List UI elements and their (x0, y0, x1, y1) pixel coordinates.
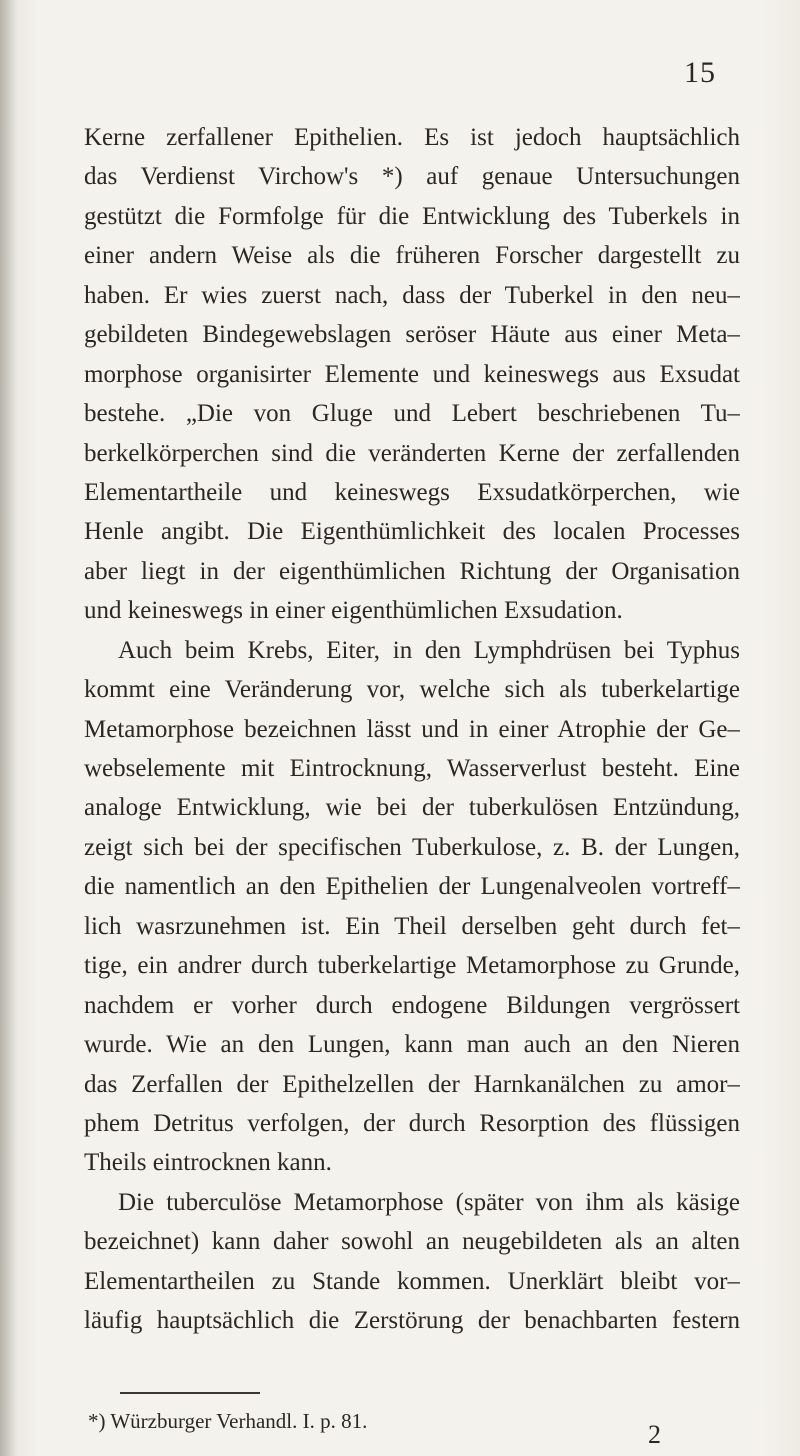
text-line: Elementartheilen zu Stande kommen. Unerklärt bleibt vor– (84, 1267, 740, 1295)
text-line: Kerne zerfallener Epithelien. Es ist jedoch hauptsächlich (84, 124, 740, 151)
text-line: zeigt sich bei der specifischen Tuberkulose, z. B. der Lungen, (84, 833, 740, 861)
text-line: lich wasrzunehmen ist. Ein Theil derselben geht durch fet– (84, 912, 740, 940)
text-line: analoge Entwicklung, wie bei der tuberkulösen Entzündung, (84, 794, 740, 822)
text-line: phem Detritus verfolgen, der durch Resorption des flüssigen (84, 1109, 740, 1137)
text-line: bestehe. „Die von Gluge und Lebert beschriebenen Tu– (84, 400, 740, 428)
text-line: einer andern Weise als die früheren Forscher dargestellt zu (84, 242, 740, 270)
text-line: Elementartheile und keineswegs Exsudatkörperchen, wie (84, 478, 740, 506)
text-line: läufig hauptsächlich die Zerstörung der benachbarten festern (84, 1307, 740, 1335)
text-line: gebildeten Bindegewebslagen seröser Häute aus einer Meta– (84, 321, 740, 349)
text-line: das Zerfallen der Epithelzellen der Harnkanälchen zu amor– (84, 1070, 740, 1098)
page-number: 15 (684, 56, 716, 89)
printer-signature: 2 (648, 1420, 661, 1449)
text-line: gestützt die Formfolge für die Entwicklung des Tuberkels in (84, 202, 740, 230)
footnote-divider (120, 1392, 260, 1394)
footnote: *) Würzburger Verhandl. I. p. 81. (88, 1409, 368, 1433)
text-line: Auch beim Krebs, Eiter, in den Lymphdrüsen bei Typhus (118, 636, 740, 664)
text-line: haben. Er wies zuerst nach, dass der Tuberkel in den neu– (84, 281, 740, 309)
text-line: die namentlich an den Epithelien der Lungenalveolen vortreff– (84, 873, 740, 901)
text-line: das Verdienst Virchow's *) auf genaue Untersuchungen (84, 163, 740, 191)
text-line: webselemente mit Eintrocknung, Wasserverlust besteht. Eine (84, 755, 740, 782)
text-line: Die tuberculöse Metamorphose (später von ihm als käsige (118, 1188, 740, 1216)
text-line: berkelkörperchen sind die veränderten Kerne der zerfallenden (84, 439, 740, 467)
text-line: Henle angibt. Die Eigenthümlichkeit des localen Processes (84, 518, 740, 546)
spine-shadow (0, 0, 18, 1456)
text-line: Theils eintrocknen kann. (84, 1149, 332, 1177)
text-line: tige, ein andrer durch tuberkelartige Metamorphose zu Grunde, (84, 952, 740, 980)
text-line: aber liegt in der eigenthümlichen Richtung der Organisation (84, 557, 740, 585)
text-line: morphose organisirter Elemente und keineswegs aus Exsudat (84, 360, 740, 388)
text-line: Metamorphose bezeichnen lässt und in einer Atrophie der Ge– (84, 715, 740, 743)
text-line: bezeichnet) kann daher sowohl an neugebildeten als an alten (84, 1228, 740, 1256)
text-line: kommt eine Veränderung vor, welche sich als tuberkelartige (84, 676, 740, 704)
text-line: und keineswegs in einer eigenthümlichen Exsudation. (84, 597, 623, 625)
body-text (84, 118, 740, 1341)
text-line: wurde. Wie an den Lungen, kann man auch an den Nieren (84, 1031, 740, 1059)
text-line: nachdem er vorher durch endogene Bildungen vergrössert (84, 991, 740, 1019)
